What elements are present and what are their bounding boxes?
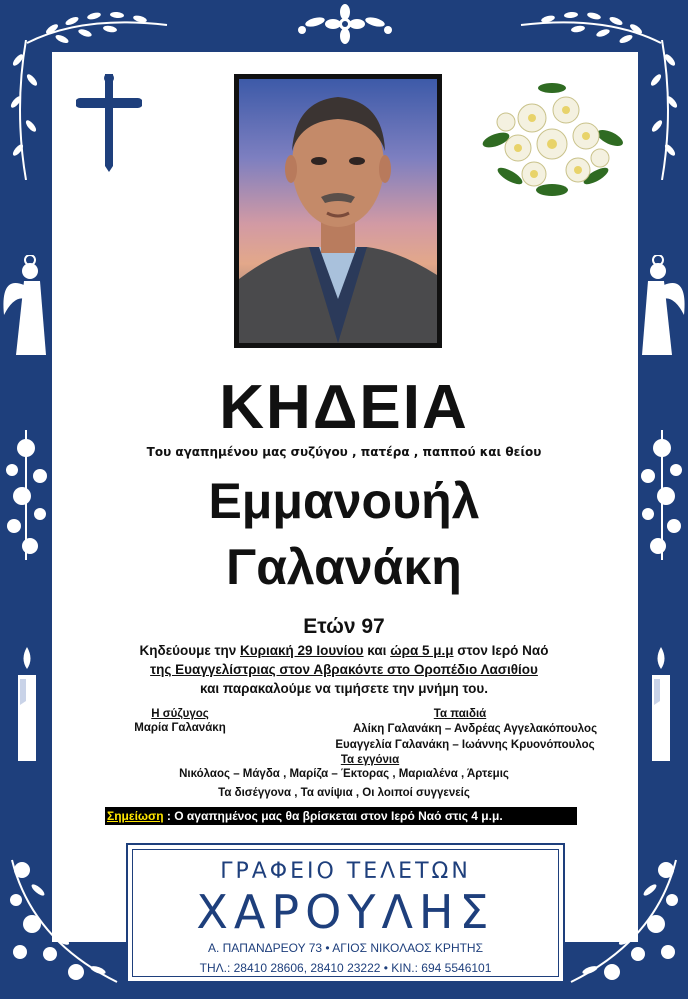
children-line: Αλίκη Γαλανάκη – Ανδρέας Αγγελακόπουλος xyxy=(352,723,598,735)
grandchildren-line: Νικόλαος – Μάγδα , Μαρίζα – Έκτορας , Μαριαλένα , Άρτεμις xyxy=(179,768,509,780)
deceased-last-name: Γαλανάκη xyxy=(226,539,462,595)
announcement-text: στον Ιερό Ναό xyxy=(453,643,549,658)
funeral-time: ώρα 5 μ.μ xyxy=(390,643,454,658)
spouse-header: Η σύζυγος xyxy=(151,708,209,720)
angel-ornament-right xyxy=(636,255,688,370)
note-text: : Ο αγαπημένος μας θα βρίσκεται στον Ιερό Ναό στις 4 μ.μ. xyxy=(163,809,503,823)
funeral-home-box xyxy=(126,843,565,983)
funeral-home-label: ΓΡΑΦΕΙΟ ΤΕΛΕΤΩΝ xyxy=(220,859,471,884)
announcement-text: και xyxy=(363,643,391,658)
announcement-text: Κηδεύουμε την xyxy=(139,643,241,658)
flower-ornament-top-center xyxy=(290,2,400,50)
spouse-name: Μαρία Γαλανάκη xyxy=(134,722,226,734)
children-header: Τα παιδιά xyxy=(433,708,487,720)
notice-heading: ΚΗΔΕΙΑ xyxy=(219,373,469,442)
other-relatives: Τα δισέγγονα , Τα ανίψια , Οι λοιποί συγγενείς xyxy=(218,787,470,799)
funeral-date: Κυριακή 29 Ιουνίου xyxy=(240,643,364,658)
notice-subheading: Του αγαπημένου μας συζύγου , πατέρα , παππού και θείου xyxy=(146,445,542,459)
note-label: Σημείωση xyxy=(107,809,164,823)
children-line: Ευαγγελία Γαλανάκη – Ιωάννης Κρυονόπουλος xyxy=(335,739,595,751)
funeral-home-phones: ΤΗΛ.: 28410 28606, 28410 23222 • ΚΙΝ.: 694 5546101 xyxy=(199,961,492,975)
funeral-home-address: Α. ΠΑΠΑΝΔΡΕΟΥ 73 • ΑΓΙΟΣ ΝΙΚΟΛΑΟΣ ΚΡΗΤΗΣ xyxy=(207,941,484,955)
funeral-announcement-line xyxy=(0,643,688,658)
vine-ornament-left xyxy=(4,40,48,180)
flower-bouquet-image xyxy=(482,78,624,200)
note-banner xyxy=(105,807,577,825)
deceased-first-name: Εμμανουήλ xyxy=(208,473,480,529)
announcement-closing: και παρακαλούμε να τιμήσετε την μνήμη του. xyxy=(199,681,488,696)
cross-icon xyxy=(76,74,142,172)
deceased-age: Ετών 97 xyxy=(303,615,385,638)
funeral-home-name: ΧΑΡΟΥΛΗΣ xyxy=(196,885,495,939)
funeral-church: της Ευαγγελίστριας στον Αβρακόντε στο Οροπέδιο Λασιθίου xyxy=(150,662,538,677)
funeral-church-line xyxy=(0,662,688,677)
vine-ornament-right xyxy=(640,40,684,180)
deceased-portrait-photo xyxy=(234,74,442,348)
angel-ornament-left xyxy=(0,255,52,370)
grandchildren-header: Τα εγγόνια xyxy=(340,754,400,766)
